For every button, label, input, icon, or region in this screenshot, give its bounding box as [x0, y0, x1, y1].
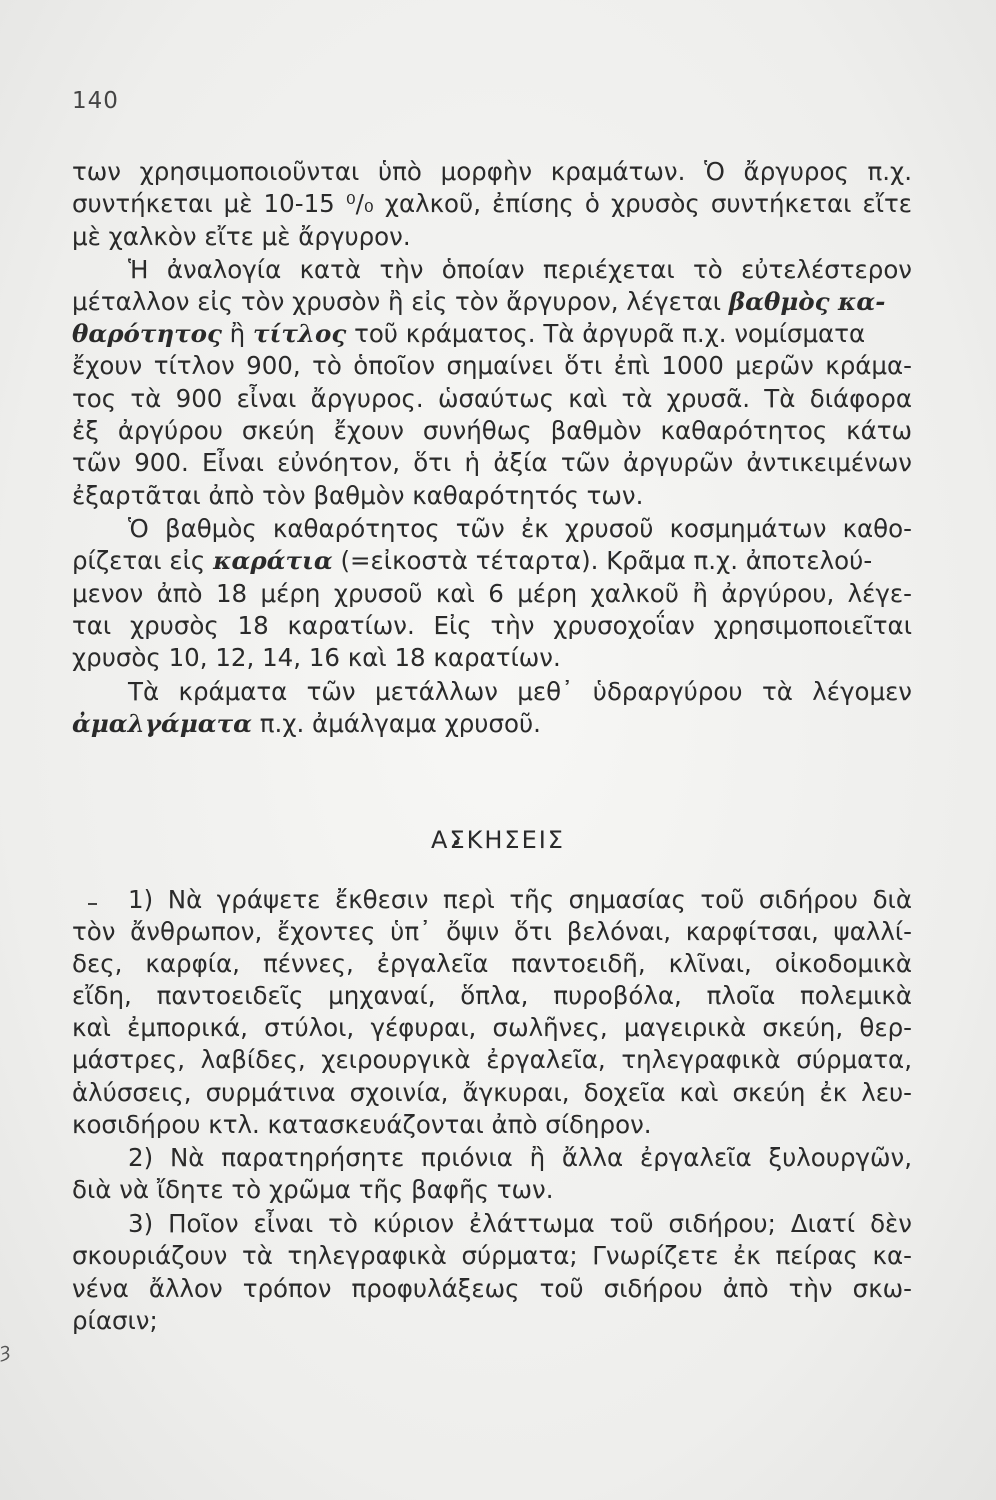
exercises-heading: ΑΣΚΗΣΕΙΣ — [431, 826, 565, 854]
text-line: τῶν 900. Εἶναι εὐνόητον, ὅτι ἡ ἀξία τῶν ἀργυρῶν ἀντικειμένων — [72, 448, 912, 477]
term-emphasis: καράτια — [213, 546, 333, 575]
text-line: ται χρυσὸς 18 καρατίων. Εἰς τὴν χρυσοχοΐαν χρησιμοποιεῖται — [72, 611, 912, 640]
exercise-line: τὸν ἄνθρωπον, ἔχοντες ὑπ᾽ ὄψιν ὅτι βελόναι, καρφίτσαι, ψαλλί- — [72, 917, 912, 946]
exercise-line: δες, καρφία, πέννες, ἐργαλεῖα παντοειδῆ, κλῖναι, οἰκοδομικὰ — [72, 949, 912, 978]
exercise-line: 1) Νὰ γράψετε ἔκθεσιν περὶ τῆς σημασίας τοῦ σιδήρου διὰ — [128, 885, 912, 914]
text-line: Τὰ κράματα τῶν μετάλλων μεθ᾽ ὑδραργύρου τὰ λέγομεν — [128, 677, 912, 706]
term-emphasis: βαθμὸς κα- — [728, 287, 886, 316]
text-line: συντήκεται μὲ 10-15 ⁰/₀ χαλκοῦ, ἐπίσης ὁ χρυσὸς συντήκεται εἴτε — [72, 189, 912, 218]
exercise-line: διὰ νὰ ἴδητε τὸ χρῶμα τῆς βαφῆς των. — [72, 1175, 554, 1204]
text-span: μέταλλον εἰς τὸν χρυσὸν ἢ εἰς τὸν ἄργυρον, λέγεται — [72, 287, 722, 316]
exercise-line: ρίασιν; — [72, 1306, 158, 1335]
text-line — [72, 318, 912, 350]
text-span: ρίζεται εἰς — [72, 546, 206, 575]
text-line — [72, 286, 912, 318]
exercise-line: εἴδη, παντοειδεῖς μηχαναί, ὅπλα, πυροβόλα, πλοῖα πολεμικὰ — [72, 981, 912, 1010]
text-line: μὲ χαλκὸν εἴτε μὲ ἄργυρον. — [72, 222, 411, 251]
margin-mark: ȝ — [0, 1338, 11, 1362]
text-span: ἢ — [229, 319, 246, 348]
text-span: τοῦ κράματος. Τὰ ἀργυρᾶ π.χ. νομίσματα — [354, 319, 866, 348]
term-emphasis: τίτλος — [253, 319, 347, 348]
text-line: ἐξαρτᾶται ἀπὸ τὸν βαθμὸν καθαρότητός των. — [72, 481, 644, 510]
text-line: Ἡ ἀναλογία κατὰ τὴν ὁποίαν περιέχεται τὸ εὐτελέστερον — [128, 255, 912, 284]
text-span: π.χ. ἀμάλγαμα χρυσοῦ. — [259, 709, 541, 738]
term-emphasis: ἀμαλγάματα — [72, 709, 252, 738]
exercise-line: μάστρες, λαβίδες, χειρουργικὰ ἐργαλεῖα, τηλεγραφικὰ σύρματα, — [72, 1045, 912, 1074]
exercise-line: νένα ἄλλον τρόπον προφυλάξεως τοῦ σιδήρου ἀπὸ τὴν σκω- — [72, 1274, 912, 1303]
text-line: τος τὰ 900 εἶναι ἄργυρος. ὡσαύτως καὶ τὰ χρυσᾶ. Τὰ διάφορα — [72, 384, 912, 413]
text-line: των χρησιμοποιοῦνται ὑπὸ μορφὴν κραμάτων. Ὁ ἄργυρος π.χ. — [72, 157, 912, 186]
page-number: 140 — [72, 88, 119, 114]
text-line: ἐξ ἀργύρου σκεύη ἔχουν συνήθως βαθμὸν καθαρότητος κάτω — [72, 416, 912, 445]
text-line: ἔχουν τίτλον 900, τὸ ὁποῖον σημαίνει ὅτι ἐπὶ 1000 μερῶν κράμα- — [72, 351, 912, 380]
exercise-line: καὶ ἐμπορικά, στύλοι, γέφυραι, σωλῆνες, μαγειρικὰ σκεύη, θερ- — [72, 1013, 912, 1042]
term-emphasis: θαρότητος — [72, 319, 222, 348]
exercise-line: 2) Νὰ παρατηρήσητε πριόνια ἢ ἄλλα ἐργαλεῖα ξυλουργῶν, — [128, 1143, 912, 1172]
exercise-line: σκουριάζουν τὰ τηλεγραφικὰ σύρματα; Γνωρίζετε ἐκ πείρας κα- — [72, 1241, 912, 1270]
text-span: (=εἰκοστὰ τέταρτα). Κρᾶμα π.χ. ἀποτελού- — [340, 546, 873, 575]
text-line — [72, 545, 912, 577]
exercise-line: 3) Ποῖον εἶναι τὸ κύριον ἐλάττωμα τοῦ σιδήρου; Διατί δὲν — [128, 1209, 912, 1238]
text-line — [72, 708, 912, 740]
text-line: μενον ἀπὸ 18 μέρη χρυσοῦ καὶ 6 μέρη χαλκοῦ ἢ ἀργύρου, λέγε- — [72, 579, 912, 608]
exercise-line: ἁλύσσεις, συρμάτινα σχοινία, ἄγκυραι, δοχεῖα καὶ σκεύη ἐκ λευ- — [72, 1078, 912, 1107]
exercise-line: κοσιδήρου κτλ. κατασκευάζονται ἀπὸ σίδηρον. — [72, 1110, 652, 1139]
text-line: χρυσὸς 10, 12, 14, 16 καὶ 18 καρατίων. — [72, 643, 561, 672]
text-line: Ὁ βαθμὸς καθαρότητος τῶν ἐκ χρυσοῦ κοσμημάτων καθο- — [128, 514, 912, 543]
margin-dash — [88, 903, 97, 905]
